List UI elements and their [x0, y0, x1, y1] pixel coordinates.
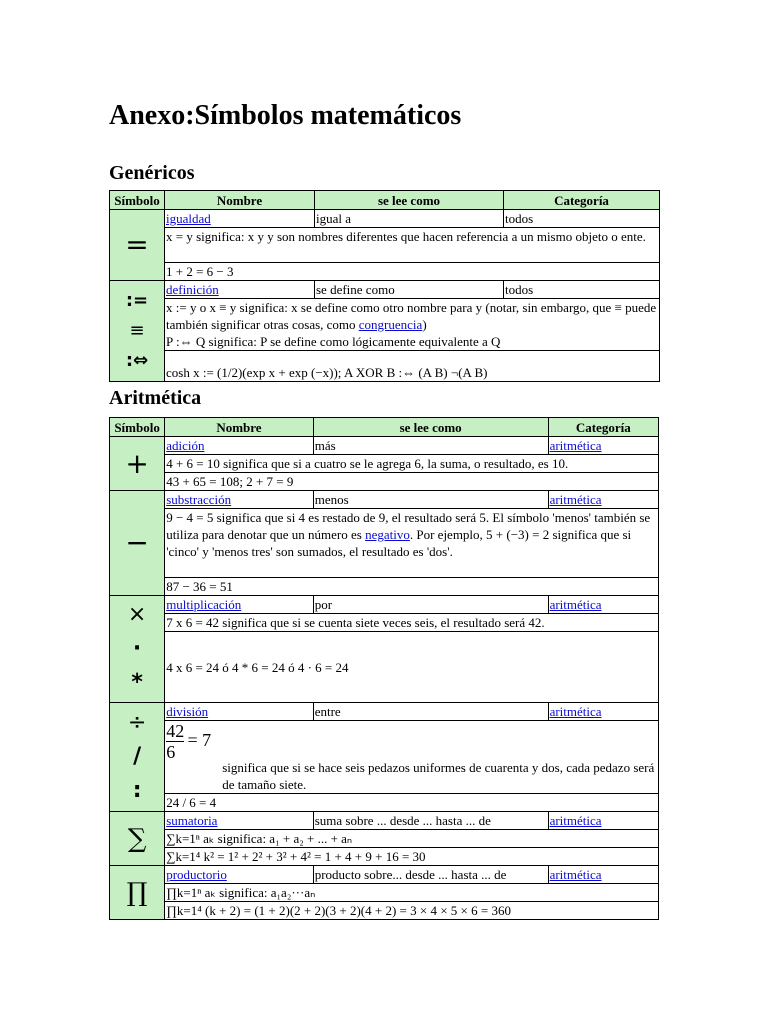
- link-igualdad[interactable]: igualdad: [166, 211, 211, 226]
- link-aritmetica[interactable]: aritmética: [549, 597, 602, 612]
- example-cell: cosh x := (1/2)(exp x + exp (−x)); A XOR B :⇔ (A B) ¬(A B): [165, 351, 660, 382]
- minus-symbol: −: [125, 526, 149, 559]
- table-header-row: [110, 418, 659, 437]
- document: [109, 98, 659, 920]
- description-cell: x = y significa: x y y son nombres diferentes que hacen referencia a un mismo objeto o ente.: [165, 228, 660, 263]
- table-row: + adición más aritmética: [110, 437, 659, 455]
- category-cell: todos: [504, 210, 660, 228]
- table-genericos: [109, 190, 660, 382]
- header-simbolo: Símbolo: [110, 418, 165, 437]
- equiv-symbol: ≡: [129, 320, 145, 341]
- link-productorio[interactable]: productorio: [166, 867, 227, 882]
- header-nombre: Nombre: [165, 418, 314, 437]
- section-heading-aritmetica: Aritmética: [109, 387, 202, 409]
- slash-symbol: /: [133, 744, 142, 769]
- header-se-lee-como: se lee como: [313, 418, 548, 437]
- table-row: [110, 210, 660, 228]
- link-multiplicacion[interactable]: multiplicación: [166, 597, 242, 612]
- symbol-cell: [110, 210, 165, 281]
- reads-cell: se define como: [315, 281, 504, 299]
- link-division[interactable]: división: [166, 704, 209, 719]
- symbol-cell: [110, 281, 165, 382]
- divide-symbol: ÷: [127, 710, 147, 735]
- product-symbol: ∏: [126, 877, 148, 908]
- times-symbol: ×: [127, 602, 147, 627]
- table-header-row: [110, 191, 660, 210]
- link-sumatoria[interactable]: sumatoria: [166, 813, 218, 828]
- table-row: × · * multiplicación por aritmética: [110, 596, 659, 614]
- header-se-lee-como: se lee como: [315, 191, 504, 210]
- plus-symbol: +: [125, 446, 149, 480]
- page-title: Anexo:Símbolos matemáticos: [109, 100, 462, 131]
- link-aritmetica[interactable]: aritmética: [549, 492, 602, 507]
- table-row: ÷ / : división entre aritmética: [110, 703, 659, 721]
- description-cell: x := y o x ≡ y significa: x se define como otro nombre para y (notar, sin embargo, que ≡ puede también significar otras cosas, como congruencia) P :⇔ Q significa: P se define como lógicamente equivalente a Q: [165, 299, 660, 351]
- colon-symbol: :: [132, 778, 142, 803]
- link-negativo[interactable]: negativo: [365, 527, 410, 542]
- link-adicion[interactable]: adición: [166, 438, 205, 453]
- link-definicion[interactable]: definición: [166, 282, 219, 297]
- link-substraccion[interactable]: substracción: [166, 492, 232, 507]
- category-cell: todos: [504, 281, 660, 299]
- header-simbolo: Símbolo: [110, 191, 165, 210]
- header-nombre: Nombre: [165, 191, 315, 210]
- table-row: ∏ productorio producto sobre... desde ... hasta ... de aritmética: [110, 866, 659, 884]
- define-symbol: :=: [125, 290, 149, 311]
- equals-symbol: =: [125, 228, 149, 261]
- table-row: ∑ sumatoria suma sobre ... desde ... hasta ... de aritmética: [110, 812, 659, 830]
- link-aritmetica[interactable]: aritmética: [549, 867, 602, 882]
- reads-cell: igual a: [315, 210, 504, 228]
- section-heading-genericos: Genéricos: [109, 162, 195, 184]
- table-row: − substracción menos aritmética: [110, 491, 659, 509]
- header-categoria: Categoría: [548, 418, 658, 437]
- dot-symbol: ·: [132, 636, 142, 661]
- table-aritmetica: Símbolo Nombre se lee como Categoría + adición más aritmética 4 + 6 = 10 significa que si a cuatro se le agrega 6, la suma, o resultado, es 10. 43 + 65 = 108; 2 + 7 = 9 − substracción menos aritmética 9 − 4 = 5 significa que si 4 es restado de 9, el resultado será 5. El símbolo 'menos' también se utiliza para denotar que un número es negativo. Por ejemplo, 5 + (−3) = 2 significa que si 'cinco' y 'menos tres' son sumados, el resultado es 'dos'. 87 − 36 = 51 × · * multiplicación por aritmética 7 x 6 = 42 significa que si se cuenta siete veces seis, el resultado será 42. 4 x 6 = 24 ó 4 * 6 = 24 ó 4 · 6 = 24 ÷ / : división entre aritmética $\frac{42}{6} = 7$ significa que si se hace seis pedazos uniformes de cuarenta y dos, cada pedazo será de tamaño siete. 24 / 6 = 4 ∑ sumatoria suma sobre ... desde ... hasta ... de aritmética ∑k=1ⁿ aₖ significa: a₁ + a₂ + ... + aₙ ∑k=1⁴ k² = 1² + 2² + 3² + 4² = 1 + 4 + 9 + 16 = 30 ∏ productorio producto sobre... desde ... hasta ... de aritmética ∏k=1ⁿ aₖ significa: a₁a₂···aₙ ∏k=1⁴ (k + 2) = (1 + 2)(2 + 2)(3 + 2)(4 + 2) = 3 × 4 × 5 × 6 = 360: [109, 417, 659, 920]
- table-row: [110, 281, 660, 299]
- link-congruencia[interactable]: congruencia: [358, 317, 423, 332]
- header-categoria: Categoría: [504, 191, 660, 210]
- sum-symbol: ∑: [127, 823, 147, 854]
- link-aritmetica[interactable]: aritmética: [549, 813, 602, 828]
- link-aritmetica[interactable]: aritmética: [549, 704, 602, 719]
- asterisk-symbol: *: [131, 670, 143, 695]
- example-cell: 1 + 2 = 6 − 3: [165, 263, 660, 281]
- fraction-formula: $\frac{42}{6} = 7$: [166, 721, 212, 762]
- iff-define-symbol: :⇔: [125, 350, 149, 371]
- link-aritmetica[interactable]: aritmética: [549, 438, 602, 453]
